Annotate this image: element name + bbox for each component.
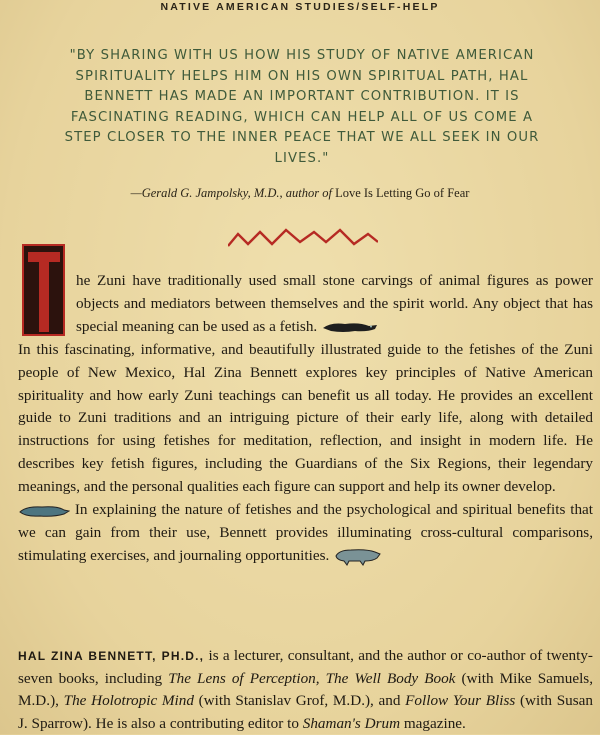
quote-attribution — [40, 186, 560, 201]
description-para1-rest: In this fascinating, informative, and beautifully illustrated guide to the fetishes of the Zuni people of New Mexico, Hal Zina Bennett explores key principles of Native American spirituality and how early Zuni teachings can benefit us all today. He provides an excellent guide to Zuni traditions and an intriguing picture of their early life, along with detailed instructions for using fetishes for meditation, reflection, and insight in modern life. He describes key fetish figures, including the Guardians of the Six Regions, their legendary meanings, and the personal qualities each figure can support and help its owner develop. — [18, 340, 593, 496]
endorsement-quote: "BY SHARING WITH US HOW HIS STUDY OF NATIVE AMERICAN SPIRITUALITY HELPS HIM ON HIS OWN SPIRITUAL PATH, HAL BENNETT HAS MADE AN IMPORTANT CONTRIBUTION. IT IS FASCINATING READING, WHICH CAN HELP ALL OF US COME A STEP CLOSER TO THE INNER PEACE THAT WE ALL SEEK IN OUR LIVES." — [64, 48, 540, 166]
description-para1-start: he Zuni have traditionally used small stone carvings of animal figures as power objects and mediators between themselves and the spirit world. Any object that has special meaning can be used as a fetish. — [76, 272, 593, 335]
book-description — [18, 270, 593, 568]
category-label: NATIVE AMERICAN STUDIES/SELF-HELP — [160, 1, 440, 13]
otter-fetish-icon — [321, 318, 379, 336]
author-name: HAL ZINA BENNETT, PH.D., — [18, 649, 205, 663]
attribution-author: —Gerald G. Jampolsky, M.D., author of — [130, 186, 332, 200]
mole-fetish-icon — [18, 503, 70, 519]
description-para2: In explaining the nature of fetishes and the psychological and spiritual benefits that we can gain from their use, Bennett provides illuminating cross-cultural comparisons, stimulating exercises, and journaling opportunities. — [18, 501, 593, 564]
author-bio: HAL ZINA BENNETT, PH.D., is a lecturer, consultant, and the author or co-author of twenty-seven books, including The Lens of Perception, The Well Body Book (with Mike Samuels, M.D.), The Holotropic Mind (with Stanislav Grof, M.D.), and Follow Your Bliss (with Susan J. Sparrow). He is also a contributing editor to Shaman's Drum magazine. — [18, 647, 594, 732]
zigzag-ornament-icon — [228, 226, 378, 250]
bear-fetish-icon — [333, 546, 381, 566]
attribution-book: Love Is Letting Go of Fear — [335, 186, 470, 200]
